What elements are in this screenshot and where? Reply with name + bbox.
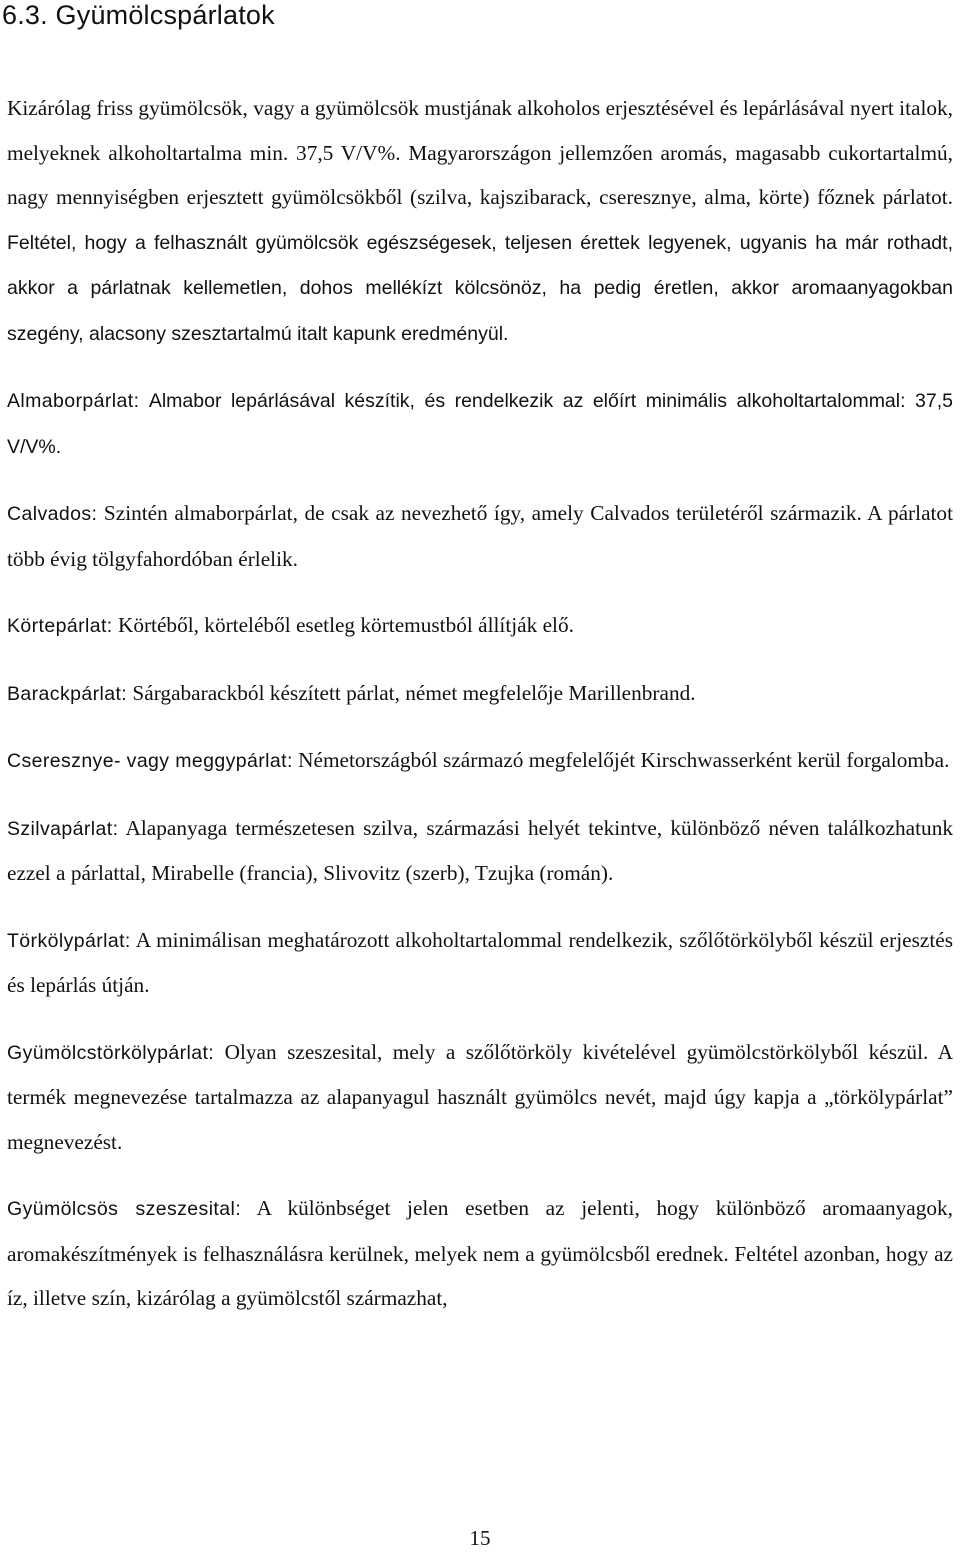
entry-text: Szintén almaborpárlat, de csak az nevezhető így, amely Calvados területéről származik. A párlatot több évig tölgyfahordóban érlelik. <box>7 501 954 571</box>
entry-term: Barackpárlat: <box>7 682 128 705</box>
entry-term: Körtepárlat: <box>7 615 113 637</box>
entry-korteparlat <box>7 603 953 649</box>
entry-barackparlat <box>7 671 953 717</box>
intro-text-a: Kizárólag friss gyümölcsök, vagy a gyümölcsök mustjának alkoholos erjesztésével és lepárlásával nyert italok, melyeknek alkoholtartalma min. 37,5 V/V%. Magyarországon jellemzően aromás, magasabb cukortartalmú, nagy mennyiségben erjesztett gyümölcsökből (szilva, kajszibarack, cseresznye, alma, körte) főznek párlatot. <box>7 96 953 209</box>
entry-text: Németországból származó megfelelőjét Kirschwasserként kerül forgalomba. <box>298 748 950 772</box>
intro-text-c: hogy a felhasznált gyümölcsök egészségesek, teljesen érettek legyenek, ugyanis ha már rothadt, akkor a párlatnak kellemetlen, dohos mellékízt kölcsönöz, ha pedig éretlen, akkor aromaanyagokban szegény, alacsony szesztartalmú italt kapunk eredményül. <box>7 231 953 345</box>
entry-term: Gyümölcsös szeszesital: <box>7 1198 242 1220</box>
entry-text: A különbséget jelen esetben az jelenti, hogy különböző aromaanyagok, aromakészítmények is felhasználásra kerülnek, melyek nem a gyümölcsből erednek. Feltétel azonban, hogy az íz, illetve szín, kizárólag a gyümölcstől származhat, <box>7 1196 953 1310</box>
entry-text: A minimálisan meghatározott alkoholtartalommal rendelkezik, szőlőtörkölyből készül erjesztés és lepárlás útján. <box>7 927 953 997</box>
entry-gyumolcsos-szeszesital <box>7 1186 953 1321</box>
entry-term: Cseresznye- vagy meggypárlat: <box>7 750 293 772</box>
entry-torkolyparlat <box>7 918 953 1008</box>
entry-term: Szilvapárlat: <box>7 817 119 840</box>
entry-term: Calvados: <box>7 503 98 525</box>
entry-gyumolcstorkolyparlat <box>7 1030 953 1165</box>
entry-text: Olyan szeszesital, mely a szőlőtörköly kivételével gyümölcstörkölyből készül. A termék megnevezése tartalmazza az alapanyagul használt gyümölcs nevét, majd úgy kapja a „törkölypárlat” megnevezést. <box>7 1039 953 1154</box>
entry-text: Almabor lepárlásával készítik, és rendelkezik az előírt minimális alkoholtartalommal: 37,5 V/V%. <box>7 390 953 458</box>
page-number: 15 <box>469 1526 491 1550</box>
entry-cseresznyeparlat <box>7 738 953 784</box>
entry-almaborparlat <box>7 378 953 469</box>
entry-term: Törkölypárlat: <box>7 929 131 952</box>
body-text <box>7 86 953 1343</box>
intro-text-b: Feltétel, <box>7 231 77 254</box>
intro-paragraph <box>7 86 953 356</box>
entry-text: Alapanyaga természetesen szilva, származási helyét tekintve, különböző néven találkozhatunk ezzel a párlattal, Mirabelle (francia), Slivovitz (szerb), Tzujka (román). <box>7 815 953 885</box>
entry-text: Sárgabarackból készített párlat, német megfelelője Marillenbrand. <box>132 680 696 705</box>
entry-szilvaparlat <box>7 806 953 896</box>
entry-term: Gyümölcstörkölypárlat: <box>7 1041 215 1064</box>
entry-calvados <box>7 491 953 581</box>
entry-text: Körtéből, körteléből esetleg körtemustból állítják elő. <box>117 613 574 637</box>
entry-term: Almaborpárlat: <box>7 390 140 412</box>
section-heading: 6.3. Gyümölcspárlatok <box>2 0 275 30</box>
